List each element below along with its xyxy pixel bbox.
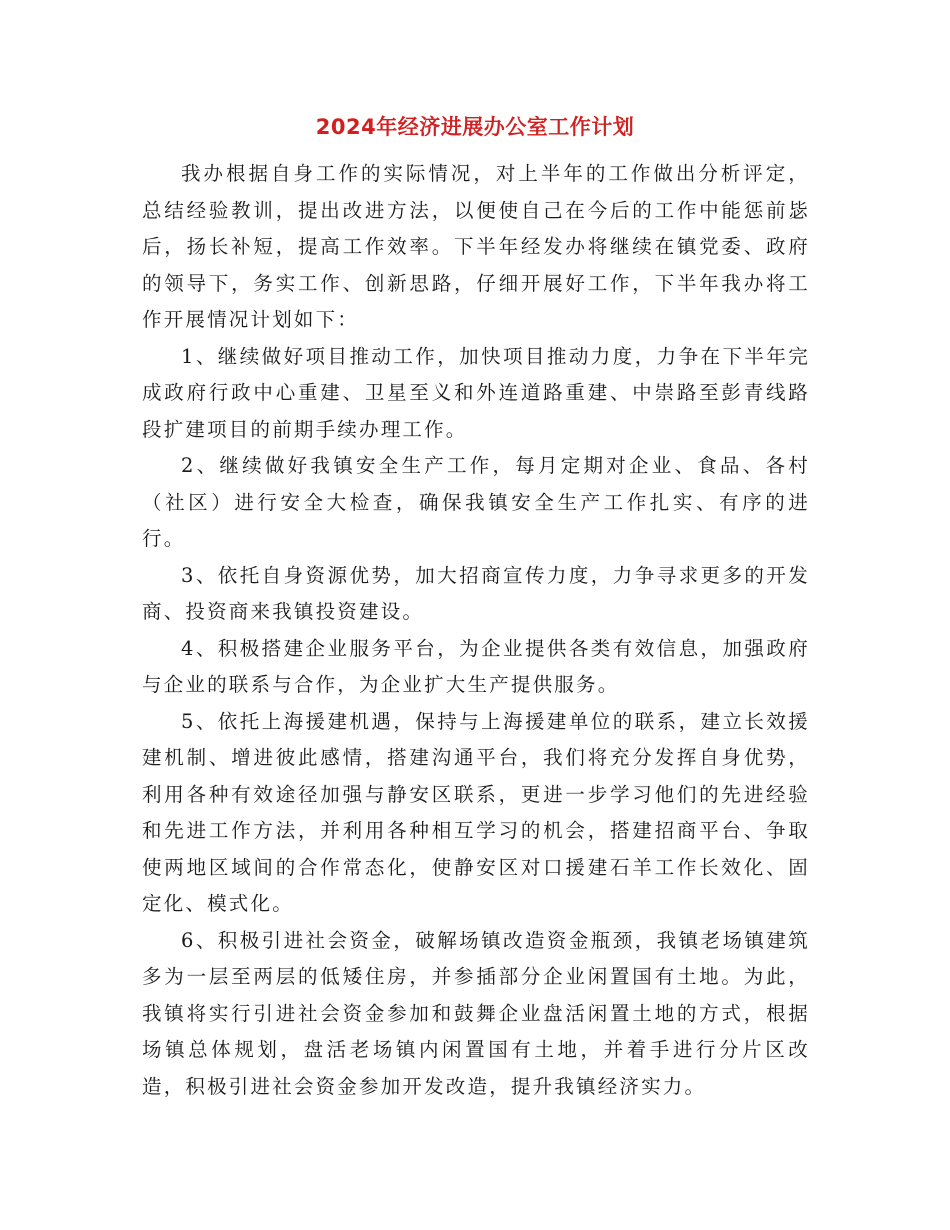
- paragraph-item-4: 4、积极搭建企业服务平台，为企业提供各类有效信息，加强政府与企业的联系与合作，为企业扩大生产提供服务。: [142, 636, 810, 696]
- paragraph-item-5: 5、依托上海援建机遇，保持与上海援建单位的联系，建立长效援建机制、增进彼此感情，搭建沟通平台，我们将充分发挥自身优势，利用各种有效途径加强与静安区联系，更进一步学习他们的先进经验和先进工作方法，并利用各种相互学习的机会，搭建招商平台、争取使两地区域间的合作常态化，使静安区对口援建石羊工作长效化、固定化、模式化。: [142, 709, 810, 915]
- document-title: 2024年经济进展办公室工作计划: [315, 115, 635, 139]
- paragraph-item-3: 3、依托自身资源优势，加大招商宣传力度，力争寻求更多的开发商、投资商来我镇投资建设。: [142, 563, 810, 623]
- paragraph-intro: 我办根据自身工作的实际情况，对上半年的工作做出分析评定，总结经验教训，提出改进方法，以便使自己在今后的工作中能惩前毖后，扬长补短，提高工作效率。下半年经发办将继续在镇党委、政府的领导下，务实工作、创新思路，仔细开展好工作，下半年我办将工作开展情况计划如下：: [142, 162, 810, 331]
- paragraph-item-1: 1、继续做好项目推动工作，加快项目推动力度，力争在下半年完成政府行政中心重建、卫星至义和外连道路重建、中崇路至彭青线路段扩建项目的前期手续办理工作。: [142, 344, 810, 441]
- document-body: [142, 156, 810, 1105]
- paragraph-item-2: 2、继续做好我镇安全生产工作，每月定期对企业、食品、各村（社区）进行安全大检查，确保我镇安全生产工作扎实、有序的进行。: [142, 454, 810, 550]
- paragraph-item-6: 6、积极引进社会资金，破解场镇改造资金瓶颈，我镇老场镇建筑多为一层至两层的低矮住房，并参插部分企业闲置国有土地。为此，我镇将实行引进社会资金参加和鼓舞企业盘活闲置土地的方式，根据场镇总体规划，盘活老场镇内闲置国有土地，并着手进行分片区改造，积极引进社会资金参加开发改造，提升我镇经济实力。: [142, 928, 810, 1098]
